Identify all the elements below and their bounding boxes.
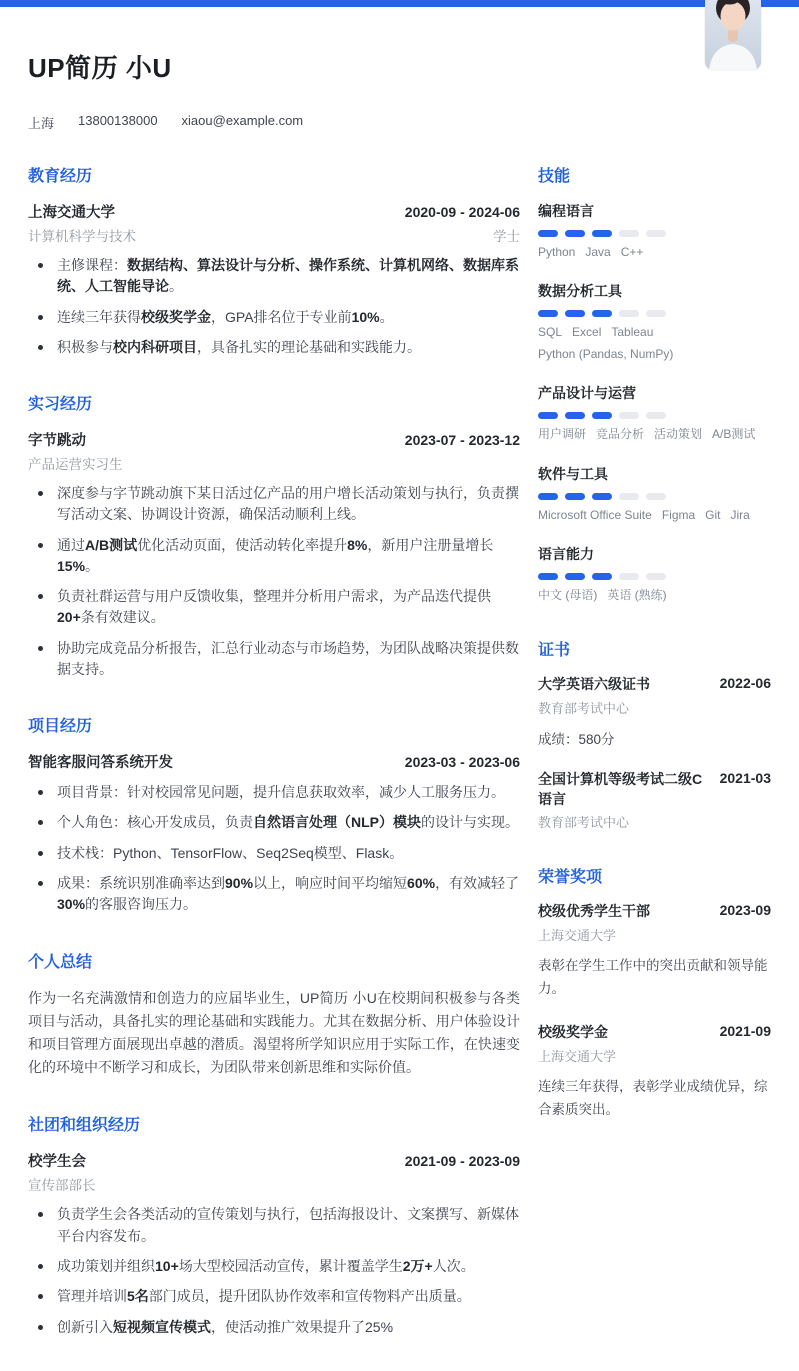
contact-location: 上海 bbox=[28, 116, 55, 131]
skill-label: 语言能力 bbox=[538, 545, 594, 562]
honor-item bbox=[538, 902, 771, 1001]
certificate-item bbox=[538, 770, 771, 831]
certificate-note: 成绩：580分 bbox=[538, 731, 615, 747]
organization-bullets bbox=[28, 1204, 520, 1337]
organization-date: 2021-09 - 2023-09 bbox=[404, 1153, 520, 1170]
section-skills bbox=[538, 163, 771, 604]
bullet-item: 项目背景：针对校园常见问题，提升信息获取效率，减少人工服务压力。 bbox=[28, 782, 520, 803]
organization-heading: 社团和组织经历 bbox=[28, 1117, 141, 1135]
skill-level-bar bbox=[538, 412, 771, 419]
resume-header bbox=[28, 0, 771, 132]
internship-bullets bbox=[28, 483, 520, 680]
section-honors bbox=[538, 864, 771, 1122]
honor-org: 上海交通大学 bbox=[538, 927, 617, 943]
bullet-item: 个人角色：核心开发成员，负责自然语言处理（NLP）模块的设计与实现。 bbox=[28, 812, 520, 833]
organization-name: 校学生会 bbox=[28, 1154, 86, 1171]
internship-heading: 实习经历 bbox=[28, 396, 93, 414]
honor-date: 2023-09 bbox=[719, 902, 771, 919]
education-degree: 学士 bbox=[493, 229, 520, 244]
section-project bbox=[28, 713, 520, 915]
certificate-date: 2022-06 bbox=[719, 675, 771, 692]
honor-org: 上海交通大学 bbox=[538, 1048, 617, 1064]
education-heading: 教育经历 bbox=[28, 168, 93, 185]
bullet-item: 主修课程：数据结构、算法设计与分析、操作系统、计算机网络、数据库系统、人工智能导论。 bbox=[28, 255, 520, 298]
skill-label: 软件与工具 bbox=[538, 465, 608, 482]
skill-label: 数据分析工具 bbox=[538, 283, 622, 300]
profile-photo-graphic bbox=[705, 0, 761, 70]
honors-heading: 荣誉奖项 bbox=[538, 869, 603, 887]
skill-tags: 中文 (母语) 英语 (熟练) bbox=[538, 587, 667, 602]
skill-group bbox=[538, 464, 771, 524]
certificates-heading: 证书 bbox=[538, 642, 571, 660]
skill-group bbox=[538, 383, 771, 443]
internship-date: 2023-07 - 2023-12 bbox=[404, 432, 520, 449]
project-name: 智能客服问答系统开发 bbox=[28, 755, 173, 772]
certificate-name: 全国计算机等级考试二级C语言 bbox=[538, 770, 703, 807]
right-column bbox=[538, 163, 771, 1371]
honor-item bbox=[538, 1023, 771, 1122]
section-organization bbox=[28, 1112, 520, 1337]
education-major: 计算机科学与技术 bbox=[28, 229, 136, 244]
honor-name: 校级奖学金 bbox=[538, 1023, 608, 1040]
summary-text: 作为一名充满激情和创造力的应届毕业生，UP简历 小U在校期间积极参与各类项目与活动，具备扎实的理论基础和实践能力。尤其在数据分析、用户体验设计和项目管理方面展现出卓越的潜质。渴望将所学知识应用于实际工作，在快速变化的环境中不断学习和成长，为团队带来创新思维和实际价值。 bbox=[28, 989, 520, 1076]
skill-label: 产品设计与运营 bbox=[538, 385, 636, 402]
skill-level-bar bbox=[538, 230, 771, 237]
project-bullets bbox=[28, 782, 520, 915]
section-education bbox=[28, 163, 520, 358]
project-heading: 项目经历 bbox=[28, 718, 93, 736]
certificate-name: 大学英语六级证书 bbox=[538, 676, 650, 693]
skills-heading: 技能 bbox=[538, 168, 571, 185]
bullet-item: 创新引入短视频宣传模式，使活动推广效果提升了25% bbox=[28, 1317, 520, 1338]
left-column bbox=[28, 163, 520, 1371]
bullet-item: 通过A/B测试优化活动页面，使活动转化率提升8%，新用户注册量增长15%。 bbox=[28, 535, 520, 578]
bullet-item: 深度参与字节跳动旗下某日活过亿产品的用户增长活动策划与执行，负责撰写活动文案、协调设计资源，确保活动顺利上线。 bbox=[28, 483, 520, 526]
bullet-item: 连续三年获得校级奖学金，GPA排名位于专业前10%。 bbox=[28, 307, 520, 328]
candidate-name: UP简历 小U bbox=[28, 53, 172, 83]
honor-description: 表彰在学生工作中的突出贡献和领导能力。 bbox=[538, 957, 768, 997]
organization-role: 宣传部部长 bbox=[28, 1178, 96, 1194]
internship-company: 字节跳动 bbox=[28, 433, 86, 450]
internship-role: 产品运营实习生 bbox=[28, 457, 123, 473]
skill-tags: SQL Excel Tableau Python (Pandas, NumPy) bbox=[538, 325, 674, 361]
honor-description: 连续三年获得，表彰学业成绩优异，综合素质突出。 bbox=[538, 1078, 768, 1118]
project-date: 2023-03 - 2023-06 bbox=[404, 754, 520, 771]
education-bullets bbox=[28, 255, 520, 358]
resume-body bbox=[28, 163, 771, 1371]
skill-tags: Microsoft Office Suite Figma Git Jira bbox=[538, 507, 750, 522]
honor-date: 2021-09 bbox=[719, 1022, 771, 1039]
skill-group bbox=[538, 201, 771, 261]
education-school: 上海交通大学 bbox=[28, 205, 115, 221]
section-internship bbox=[28, 391, 520, 680]
profile-photo bbox=[705, 0, 761, 70]
section-summary bbox=[28, 949, 520, 1080]
bullet-item: 积极参与校内科研项目，具备扎实的理论基础和实践能力。 bbox=[28, 337, 520, 358]
section-certificates bbox=[538, 637, 771, 831]
skill-level-bar bbox=[538, 310, 771, 317]
bullet-item: 负责学生会各类活动的宣传策划与执行，包括海报设计、文案撰写、新媒体平台内容发布。 bbox=[28, 1204, 520, 1247]
skill-tags: 用户调研 竞品分析 活动策划 A/B测试 bbox=[538, 427, 756, 442]
skill-level-bar bbox=[538, 493, 771, 500]
skill-group bbox=[538, 281, 771, 363]
certificate-issuer: 教育部考试中心 bbox=[538, 815, 630, 831]
certificate-date: 2021-03 bbox=[719, 769, 771, 786]
honor-name: 校级优秀学生干部 bbox=[538, 903, 650, 920]
contact-email: xiaou@example.com bbox=[181, 113, 304, 128]
bullet-item: 协助完成竞品分析报告，汇总行业动态与市场趋势，为团队战略决策提供数据支持。 bbox=[28, 638, 520, 681]
bullet-item: 成功策划并组织10+场大型校园活动宣传，累计覆盖学生2万+人次。 bbox=[28, 1256, 520, 1277]
skill-group bbox=[538, 544, 771, 604]
bullet-item: 负责社群运营与用户反馈收集，整理并分析用户需求，为产品迭代提供20+条有效建议。 bbox=[28, 586, 520, 629]
summary-heading: 个人总结 bbox=[28, 953, 93, 971]
certificate-item bbox=[538, 675, 771, 748]
contact-phone: 13800138000 bbox=[78, 113, 158, 128]
skill-label: 编程语言 bbox=[538, 203, 594, 219]
bullet-item: 管理并培训5名部门成员，提升团队协作效率和宣传物料产出质量。 bbox=[28, 1286, 520, 1307]
education-date: 2020-09 - 2024-06 bbox=[404, 204, 520, 220]
certificate-issuer: 教育部考试中心 bbox=[538, 700, 630, 716]
bullet-item: 成果：系统识别准确率达到90%以上，响应时间平均缩短60%，有效减轻了30%的客服咨询压力。 bbox=[28, 873, 520, 916]
contact-row bbox=[28, 113, 771, 132]
skill-tags: Python Java C++ bbox=[538, 245, 644, 259]
skill-level-bar bbox=[538, 573, 771, 580]
bullet-item: 技术栈：Python、TensorFlow、Seq2Seq模型、Flask。 bbox=[28, 843, 520, 864]
